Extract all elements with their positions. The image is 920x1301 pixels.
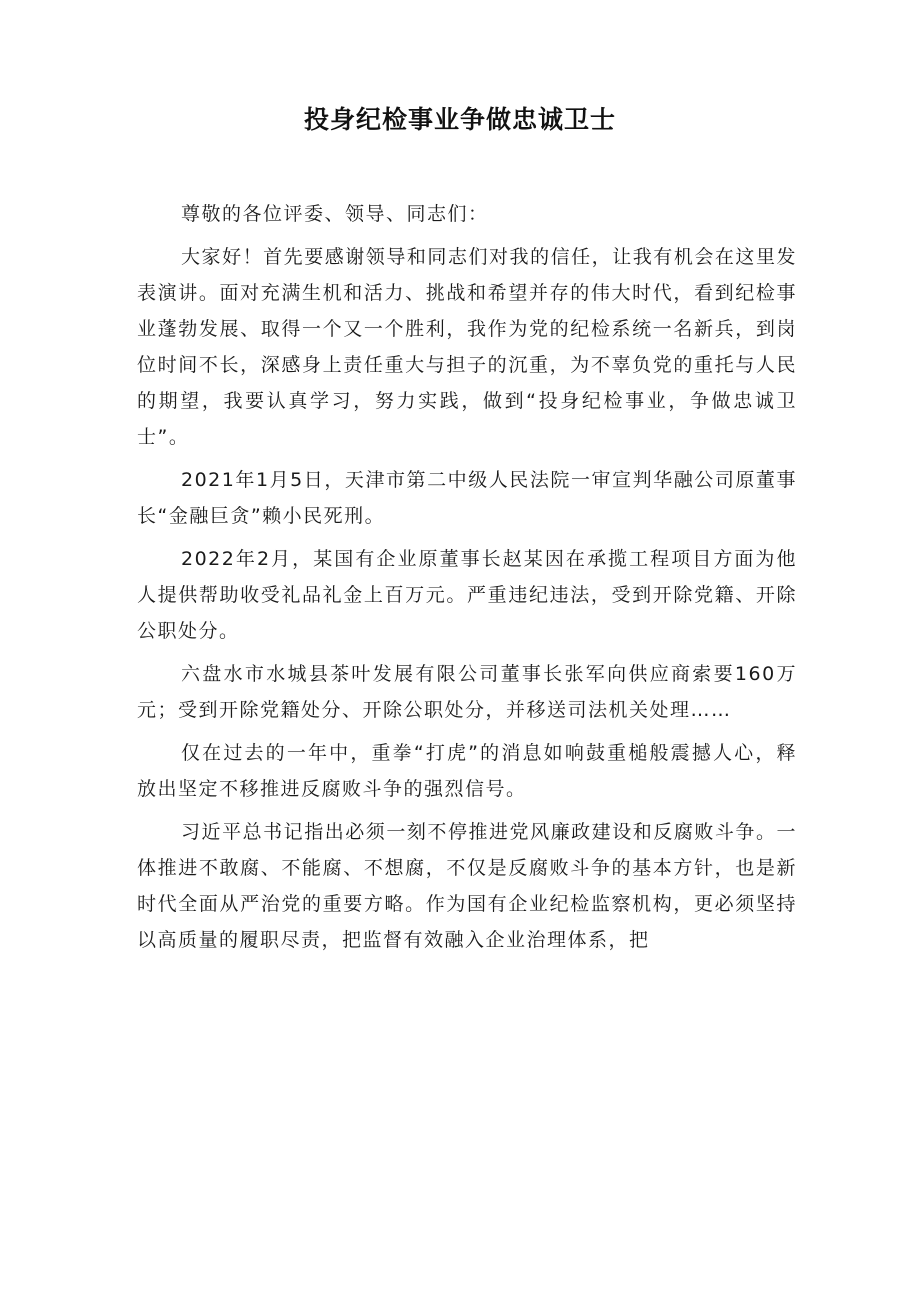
document-title: 投身纪检事业争做忠诚卫士 [303,105,616,134]
paragraph-case-1: 2021年1月5日，天津市第二中级人民法院一审宣判华融公司原董事长“金融巨贪”赖小民死刑。 [137,469,797,527]
paragraph-salutation: 尊敬的各位评委、领导、同志们： [181,203,489,225]
paragraph-policy: 习近平总书记指出必须一刻不停推进党风廉政建设和反腐败斗争。一体推进不敢腐、不能腐、不想腐，不仅是反腐败斗争的基本方针，也是新时代全面从严治党的重要方略。作为国有企业纪检监察机构，更必须坚持以高质量的履职尽责，把监督有效融入企业治理体系，把 [137,821,797,951]
document-body [137,196,797,965]
paragraph-opening: 大家好！首先要感谢领导和同志们对我的信任，让我有机会在这里发表演讲。面对充满生机和活力、挑战和希望并存的伟大时代，看到纪检事业蓬勃发展、取得一个又一个胜利，我作为党的纪检系统一名新兵，到岗位时间不长，深感身上责任重大与担子的沉重，为不辜负党的重托与人民的期望，我要认真学习，努力实践，做到“投身纪检事业，争做忠诚卫士”。 [137,246,797,448]
paragraph-case-3: 六盘水市水城县茶叶发展有限公司董事长张军向供应商索要160万元；受到开除党籍处分、开除公职处分，并移送司法机关处理…… [137,663,797,721]
paragraph-case-2: 2022年2月，某国有企业原董事长赵某因在承揽工程项目方面为他人提供帮助收受礼品礼金上百万元。严重违纪违法，受到开除党籍、开除公职处分。 [137,548,797,642]
paragraph-signal: 仅在过去的一年中，重拳“打虎”的消息如响鼓重槌般震撼人心，释放出坚定不移推进反腐败斗争的强烈信号。 [137,742,797,800]
